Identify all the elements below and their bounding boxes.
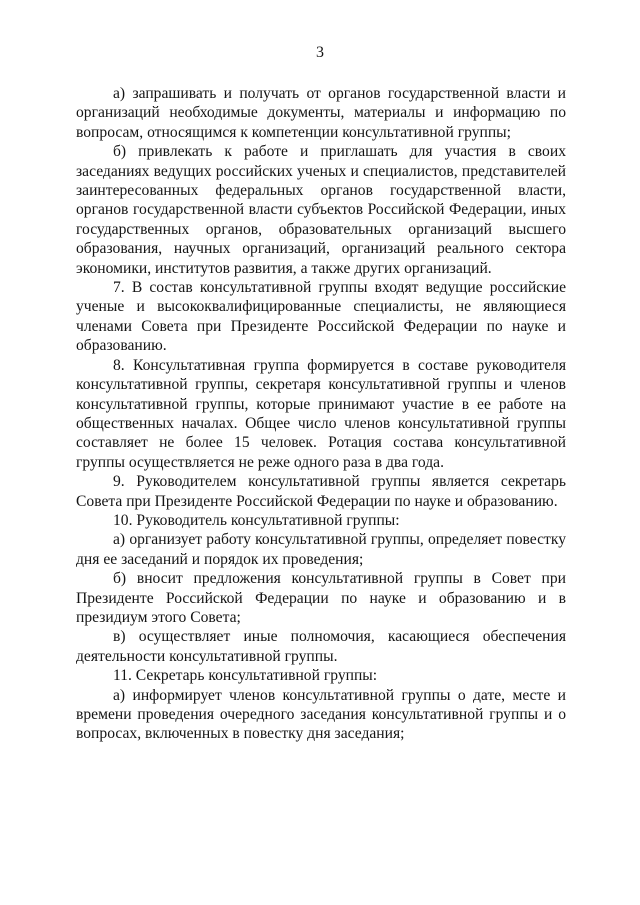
paragraph-8: 8. Консультативная группа формируется в составе руководителя консультативной группы, секретаря консультативной группы и членов консультативной группы, которые принимают участие в ее работе на общественных началах. Общее число членов консультативной группы составляет не более 15 человек. Ротация состава консультативной группы осуществляется не реже одного раза в два года. [76,356,566,471]
paragraph-10a: а) организует работу консультативной группы, определяет повестку дня ее заседаний и порядок их проведения; [76,531,566,568]
paragraph-6a: а) запрашивать и получать от органов государственной власти и организаций необходимые документы, материалы и информацию по вопросам, относящимся к компетенции консультативной группы; [76,85,566,141]
paragraph-10: 10. Руководитель консультативной группы: [113,511,400,529]
paragraph-6b: б) привлекать к работе и приглашать для участия в своих заседаниях ведущих российских ученых и специалистов, представителей заинтересованных федеральных органов государственной власти, органов государственной власти субъектов Российской Федерации, иных государственных органов, образовательных организаций высшего образования, научных организаций, организаций реального сектора экономики, институтов развития, а также других организаций. [76,143,566,277]
paragraph-11: 11. Секретарь консультативной группы: [113,667,378,685]
page-number: 3 [316,44,324,61]
document-body [76,84,566,744]
paragraph-10c: в) осуществляет иные полномочия, касающиеся обеспечения деятельности консультативной группы. [76,628,566,665]
paragraph-9: 9. Руководителем консультативной группы является секретарь Совета при Президенте Российской Федерации по науке и образованию. [76,473,566,510]
paragraph-11a: а) информирует членов консультативной группы о дате, месте и времени проведения очередного заседания консультативной группы и о вопросах, включенных в повестку дня заседания; [76,686,566,743]
paragraph-10b: б) вносит предложения консультативной группы в Совет при Президенте Российской Федерации по науке и образованию и в президиум этого Совета; [76,570,566,626]
paragraph-7: 7. В состав консультативной группы входят ведущие российские ученые и высококвалифицированные специалисты, не являющиеся членами Совета при Президенте Российской Федерации по науке и образованию. [76,279,566,355]
